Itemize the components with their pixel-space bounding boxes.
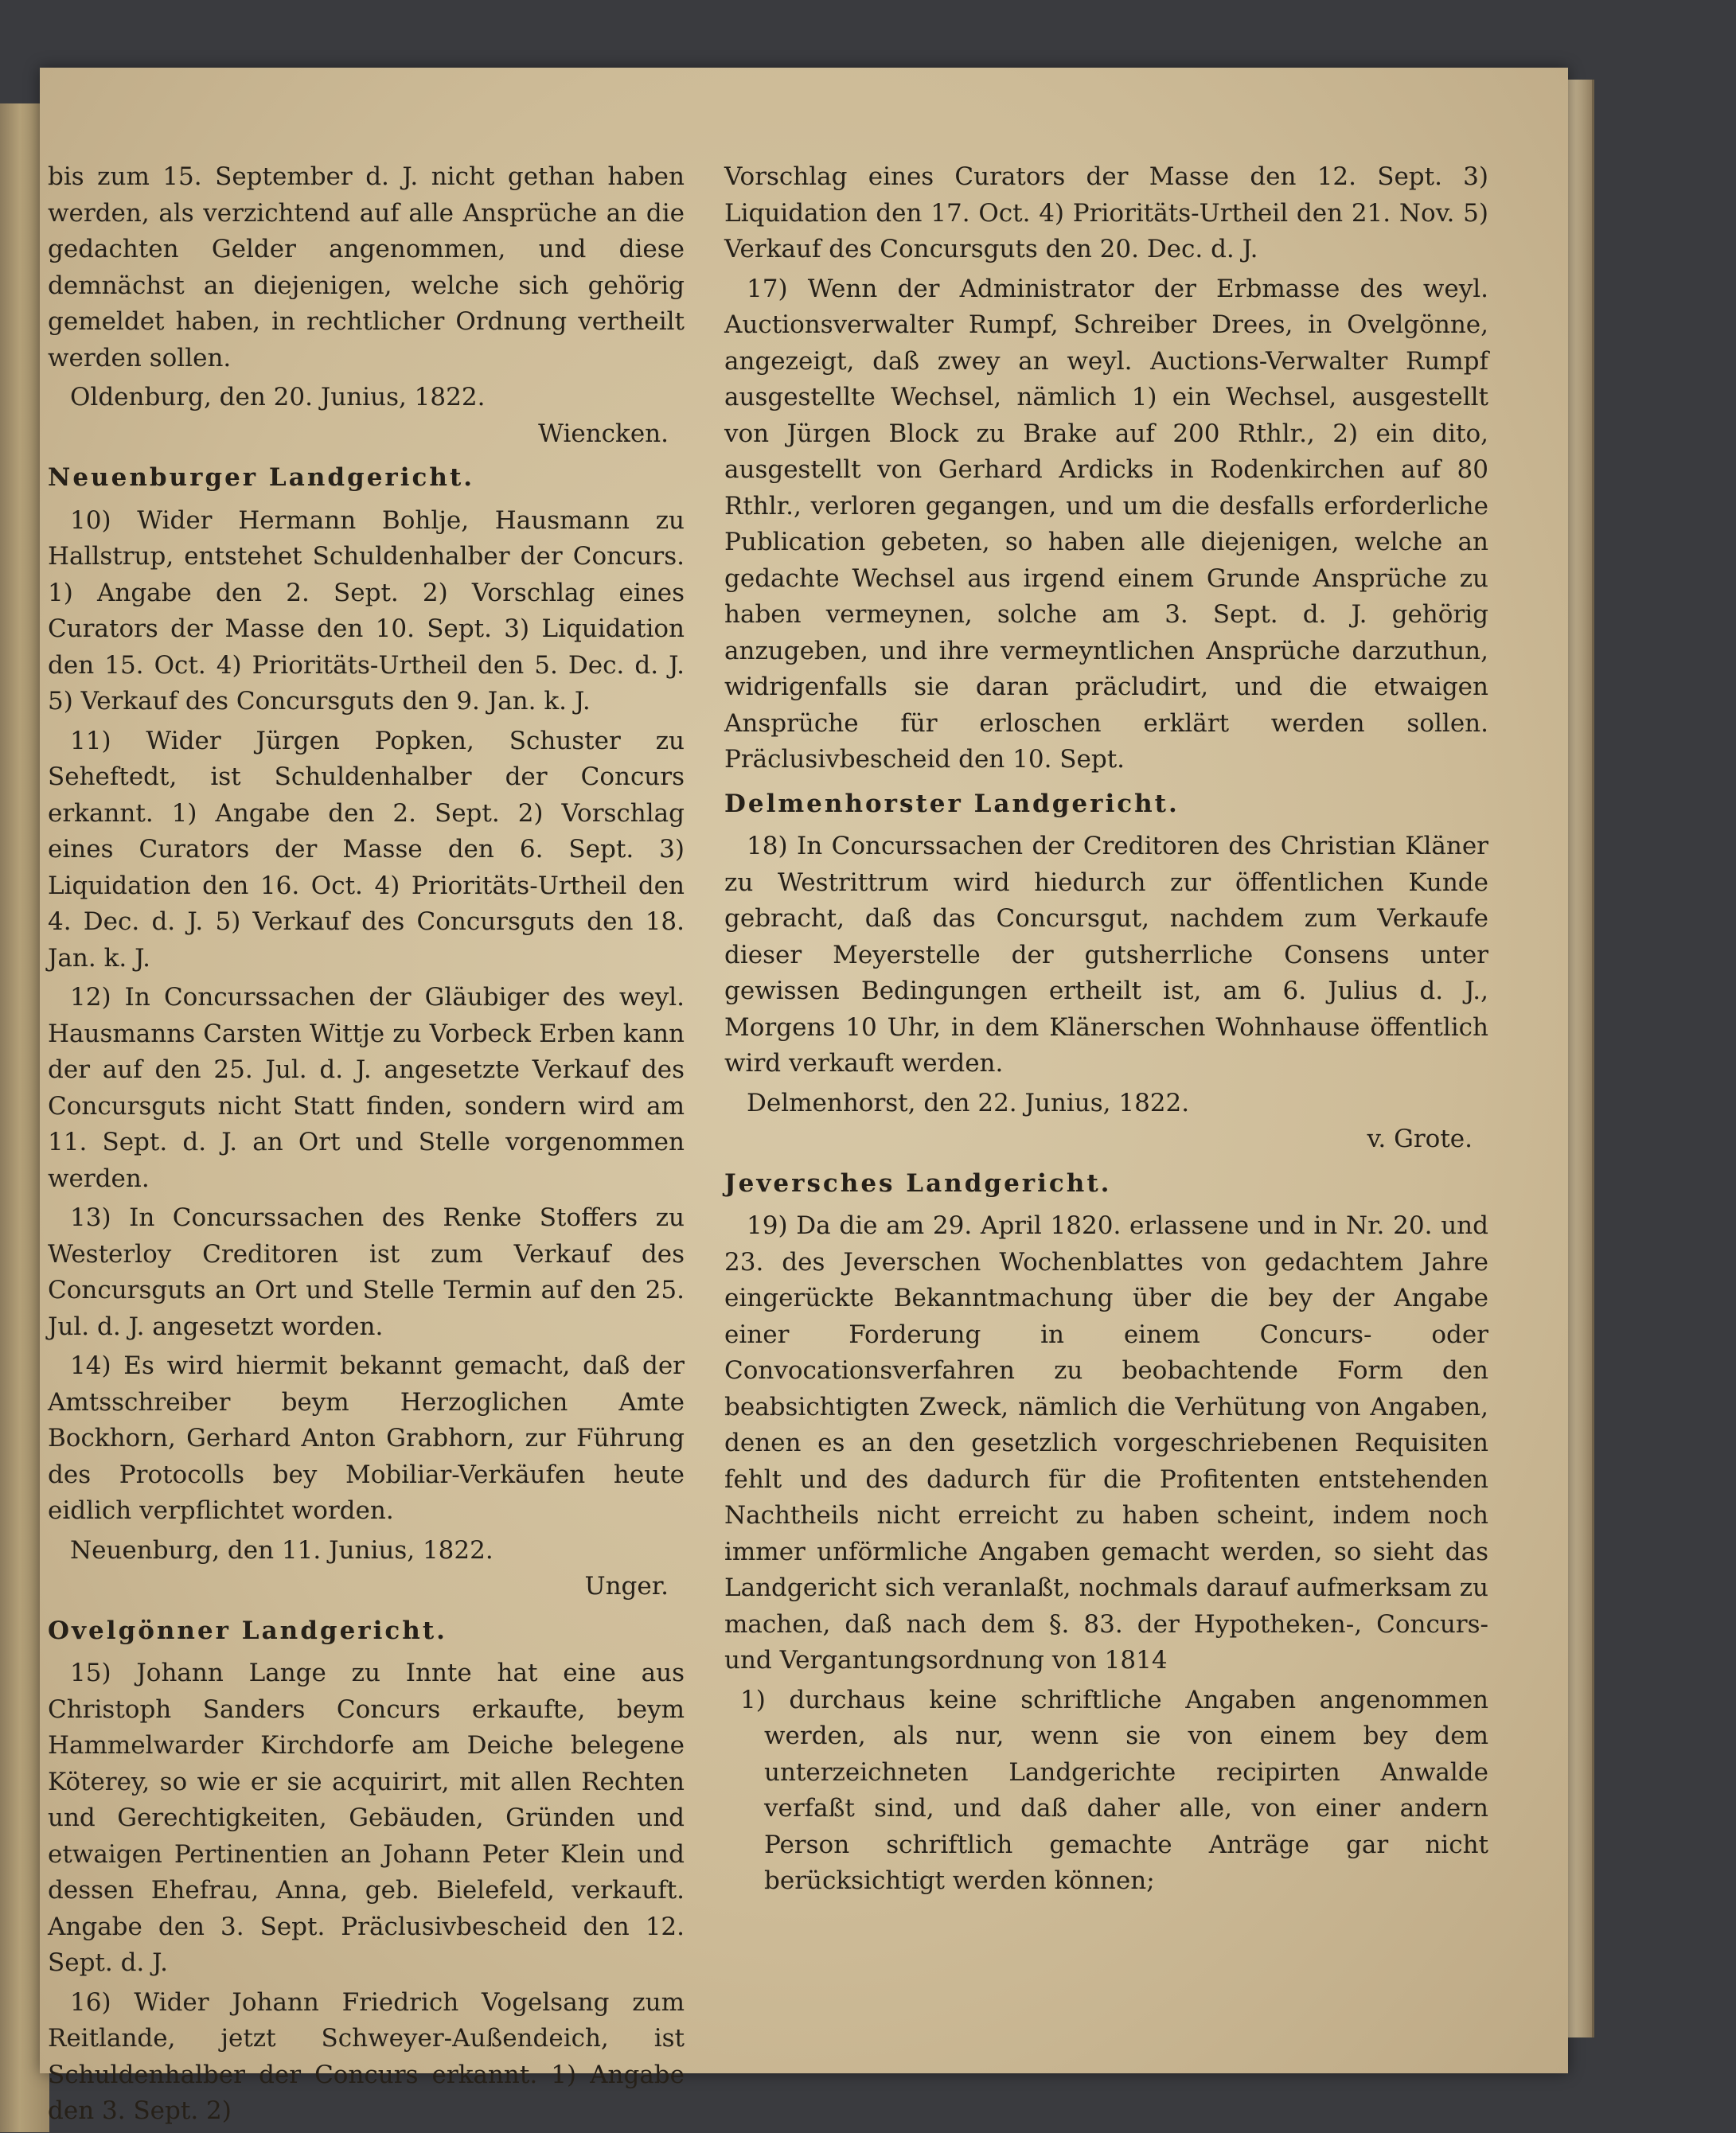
notice-19-item-1: 1) durchaus keine schriftliche Angaben angenommen werden, als nur, wenn sie von einem bey dem unterzeichneten Landgerichte recipirten Anwalde verfaßt sind, und daß daher alle, von einer andern Person schriftlich gemachte Anträge gar nicht berücksichtigt werden können;	[740, 1685, 1488, 1895]
notice-10: 10) Wider Hermann Bohlje, Hausmann zu Hallstrup, entstehet Schuldenhalber der Concurs. 1) Angabe den 2. Sept. 2) Vorschlag eines Curators der Masse den 10. Sept. 3) Liquidation den 15. Oct. 4) Prioritäts-Urtheil den 5. Dec. d. J. 5) Verkauf des Concursguts den 9. Jan. k. J.	[48, 505, 685, 716]
notice-11: 11) Wider Jürgen Popken, Schuster zu Seheftedt, ist Schuldenhalber der Concurs erkannt. 1) Angabe den 2. Sept. 2) Vorschlag eines Curators der Masse den 6. Sept. 3) Liquidation den 16. Oct. 4) Prioritäts-Urtheil den 4. Dec. d. J. 5) Verkauf des Concursguts den 18. Jan. k. J.	[48, 726, 685, 973]
notice-14: 14) Es wird hiermit bekannt gemacht, daß der Amtsschreiber beym Herzoglichen Amte Bockhorn, Gerhard Anton Grabhorn, zur Führung des Protocolls bey Mobiliar-Verkäufen heute eidlich verpflichtet worden.	[48, 1351, 685, 1525]
notice-13: 13) In Concurssachen des Renke Stoffers zu Westerloy Creditoren ist zum Verkauf des Concursguts an Ort und Stelle Termin auf den 25. Jul. d. J. angesetzt worden.	[48, 1203, 685, 1341]
notice-19: 19) Da die am 29. April 1820. erlassene und in Nr. 20. und 23. des Jeverschen Wochenblattes von gedachtem Jahre eingerückte Bekanntmachung über die bey der Angabe einer Forderung in einem Concurs- oder Convocationsverfahren zu beobachtende Form den beabsichtigten Zweck, nämlich die Verhütung von Angaben, denen es an den gesetzlich vorgeschriebenen Requisiten fehlt und des dadurch für die Profitenten entstehenden Nachtheils nicht erreicht zu haben scheint, indem noch immer unförmliche Angaben gemacht werden, so sieht das Landgericht sich veranlaßt, nochmals darauf aufmerksam zu machen, daß nach dem §. 83. der Hypotheken-, Concurs- und Vergantungsordnung von 1814	[724, 1211, 1488, 1675]
right-column	[724, 159, 1488, 1900]
section-heading: Delmenhorster Landgericht.	[724, 789, 1180, 818]
dateline: Delmenhorst, den 22. Junius, 1822.	[747, 1088, 1190, 1117]
paragraph-continuation: Vorschlag eines Curators der Masse den 12. Sept. 3) Liquidation den 17. Oct. 4) Prioritäts-Urtheil den 21. Nov. 5) Verkauf des Concursguts den 20. Dec. d. J.	[724, 162, 1488, 263]
notice-17: 17) Wenn der Administrator der Erbmasse des weyl. Auctionsverwalter Rumpf, Schreiber Drees, in Ovelgönne, angezeigt, daß zwey an weyl. Auctions-Verwalter Rumpf ausgestellte Wechsel, nämlich 1) ein Wechsel, ausgestellt von Jürgen Block zu Brake auf 200 Rthlr., 2) ein dito, ausgestellt von Gerhard Ardicks in Rodenkirchen auf 80 Rthlr., verloren gegangen, und um die desfalls erforderliche Publication gebeten, so haben alle diejenigen, welche an gedachte Wechsel aus irgend einem Grunde Ansprüche zu haben vermeynen, solche am 3. Sept. d. J. gehörig anzugeben, und ihre vermeyntlichen Ansprüche darzuthun, widrigenfalls sie daran präcludirt, und die etwaigen Ansprüche für erloschen erklärt werden sollen. Präclusivbescheid den 10. Sept.	[724, 274, 1488, 774]
dateline: Neuenburg, den 11. Junius, 1822.	[70, 1535, 493, 1565]
notice-12: 12) In Concurssachen der Gläubiger des weyl. Hausmanns Carsten Wittje zu Vorbeck Erben kann der auf den 25. Jul. d. J. angesetzte Verkauf des Concursguts nicht Statt finden, sondern wird am 11. Sept. d. J. an Ort und Stelle vorgenommen werden.	[48, 983, 685, 1193]
signature: Unger.	[584, 1572, 669, 1601]
notice-18: 18) In Concurssachen der Creditoren des Christian Kläner zu Westrittrum wird hiedurch zur öffentlichen Kunde gebracht, daß das Concursgut, nachdem zum Verkaufe dieser Meyerstelle der gutsherrliche Consens unter gewissen Bedingungen ertheilt ist, am 6. Julius d. J., Morgens 10 Uhr, in dem Klänerschen Wohnhause öffentlich wird verkauft werden.	[724, 832, 1488, 1078]
section-heading: Ovelgönner Landgericht.	[48, 1616, 447, 1645]
dateline: Oldenburg, den 20. Junius, 1822.	[70, 383, 486, 411]
left-column	[48, 159, 685, 2133]
signature: Wiencken.	[538, 419, 669, 448]
section-heading: Jeversches Landgericht.	[724, 1168, 1112, 1198]
notice-15: 15) Johann Lange zu Innte hat eine aus Christoph Sanders Concurs erkaufte, beym Hammelwarder Kirchdorfe am Deiche belegene Köterey, so wie er sie acquirirt, mit allen Rechten und Gerechtigkeiten, Gebäuden, Gründen und etwaigen Pertinentien an Johann Peter Klein und dessen Ehefrau, Anna, geb. Bielefeld, verkauft. Angabe den 3. Sept. Präclusivbescheid den 12. Sept. d. J.	[48, 1659, 685, 1977]
newspaper-page	[40, 68, 1568, 2125]
notice-16: 16) Wider Johann Friedrich Vogelsang zum Reitlande, jetzt Schweyer-Außendeich, ist Schuldenhalber der Concurs erkannt. 1) Angabe den 3. Sept. 2)	[48, 1987, 685, 2125]
paragraph-continuation: bis zum 15. September d. J. nicht gethan haben werden, als verzichtend auf alle Ansprüche an die gedachten Gelder angenommen, und diese demnächst an diejenigen, welche sich gehörig gemeldet haben, in rechtlicher Ordnung vertheilt werden sollen.	[48, 162, 685, 372]
section-heading: Neuenburger Landgericht.	[48, 463, 475, 492]
signature: v. Grote.	[1367, 1125, 1473, 1153]
